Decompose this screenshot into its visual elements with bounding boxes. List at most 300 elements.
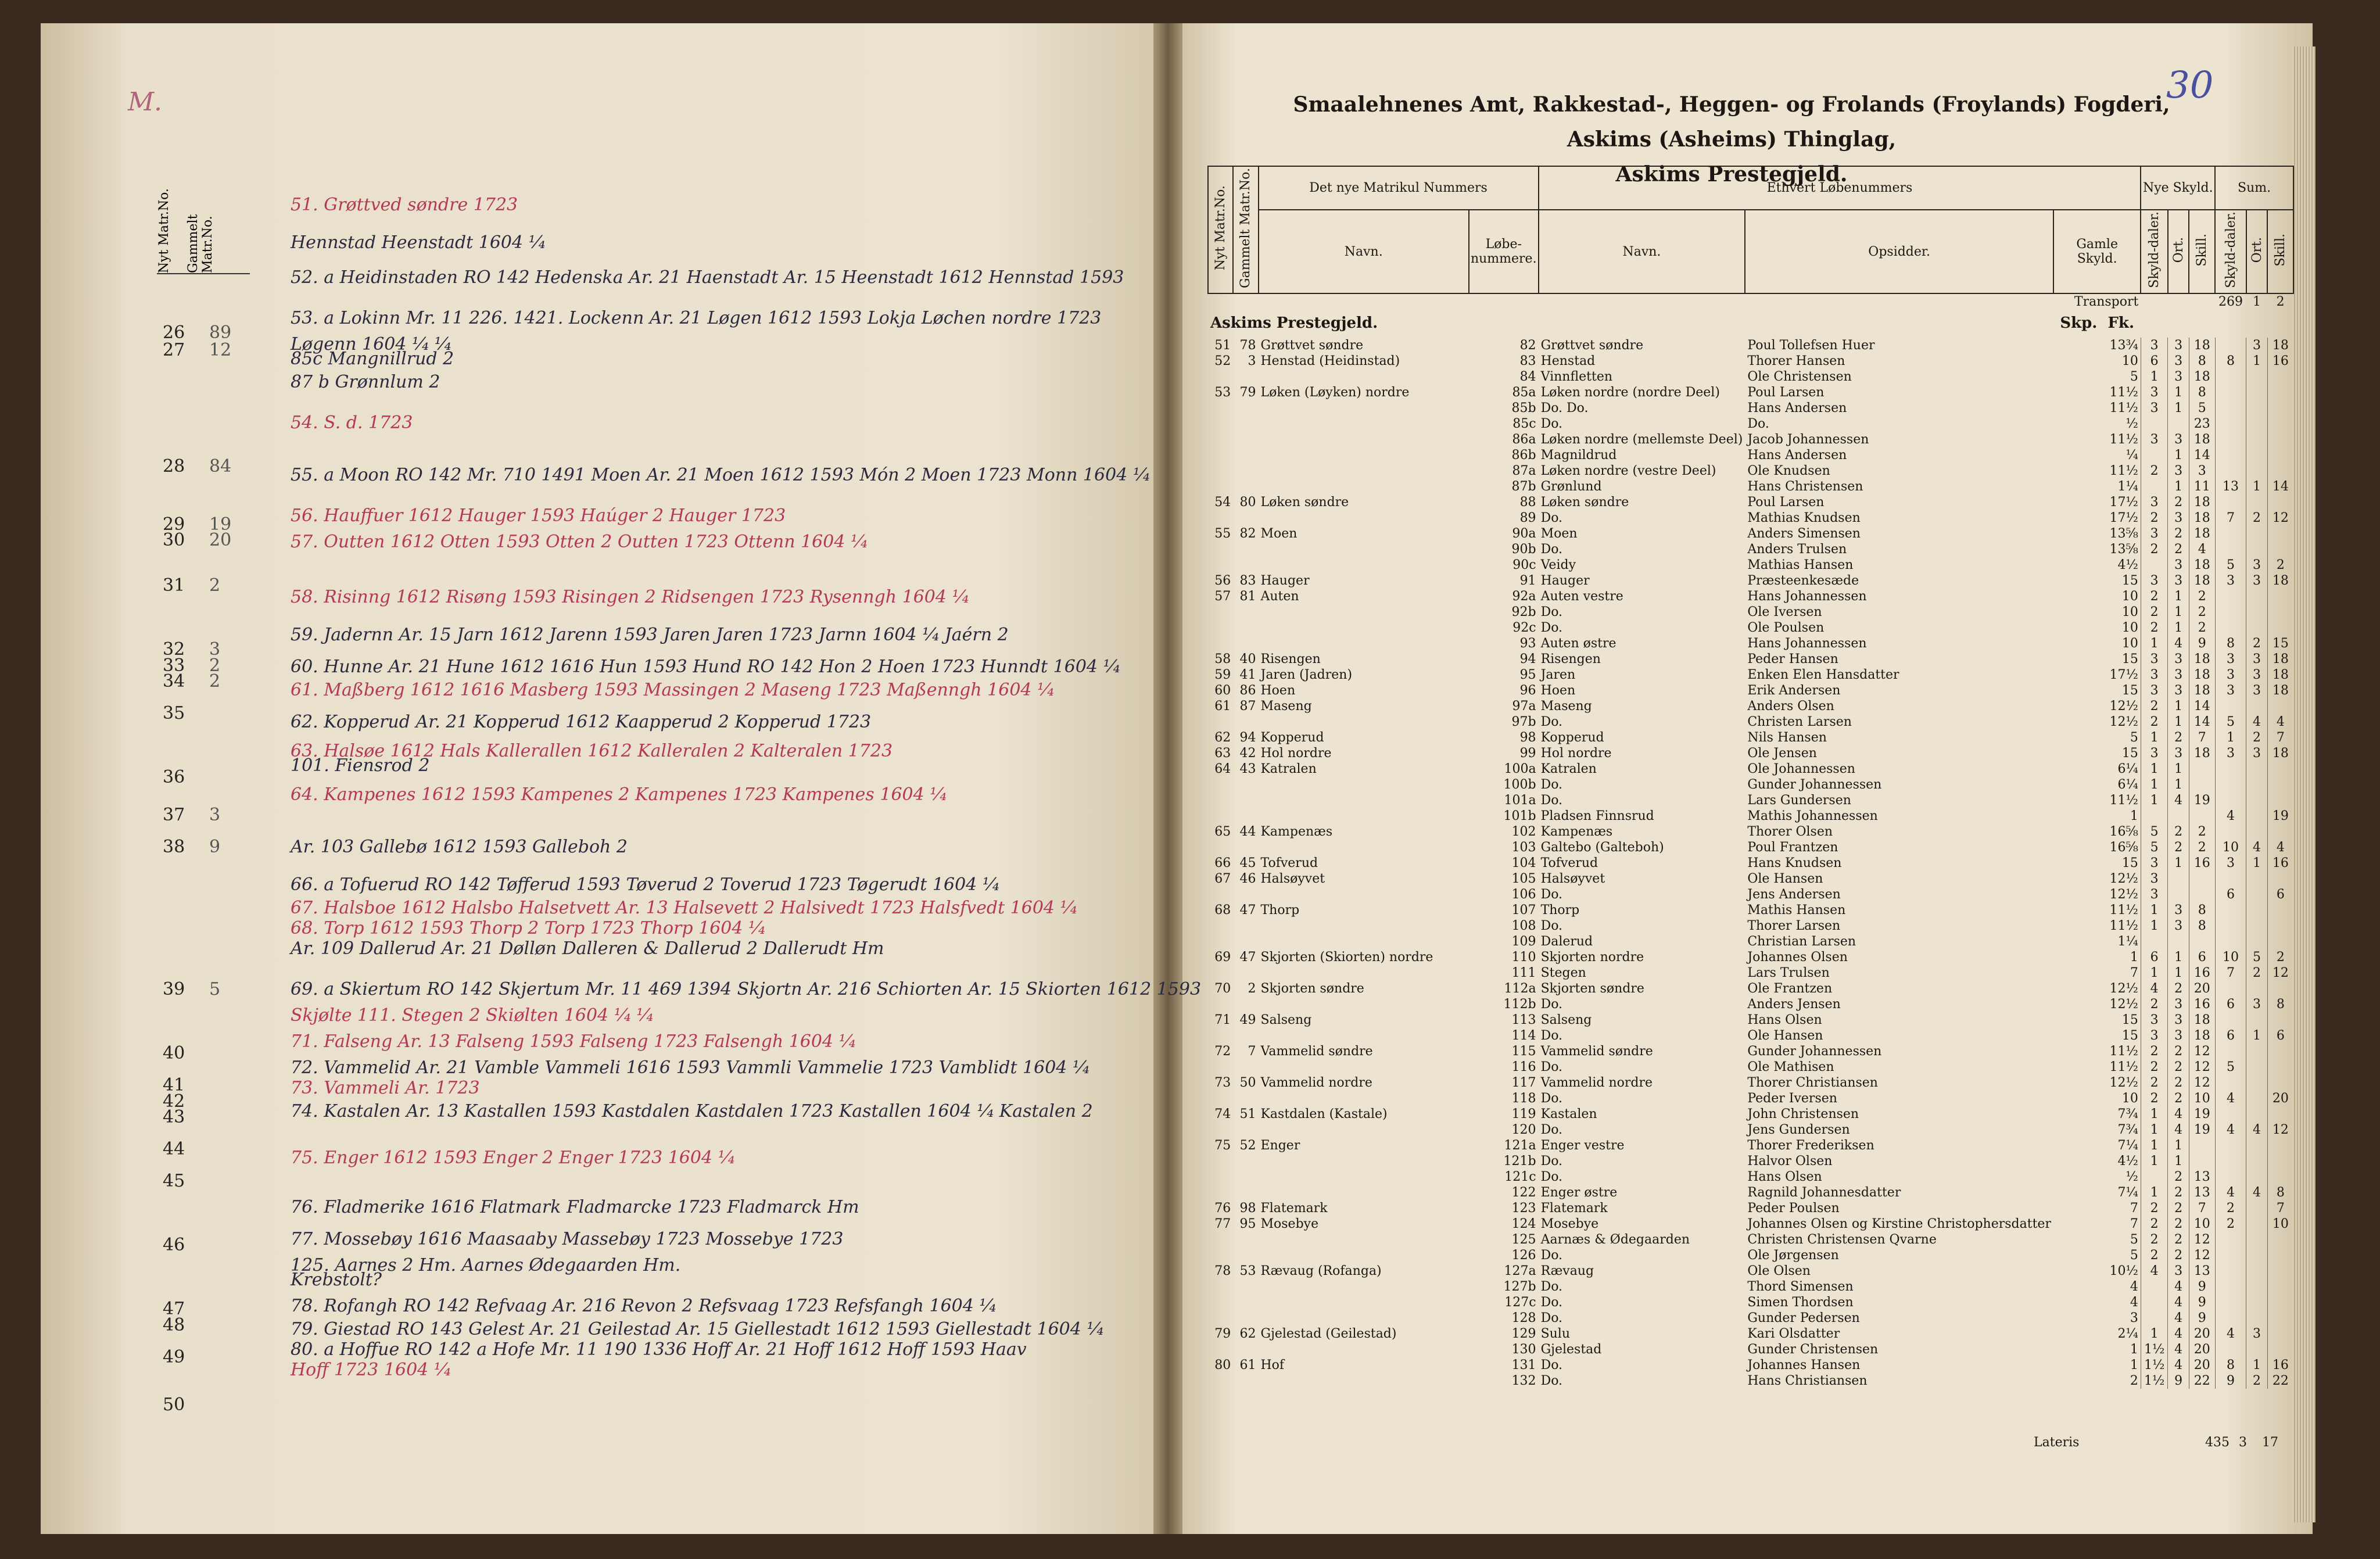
register-cell: 6 — [2267, 887, 2293, 902]
register-cell — [1208, 479, 1233, 494]
register-cell: Kastalen — [1540, 1106, 1597, 1121]
register-cell: 2 — [2141, 997, 2168, 1012]
left-row-old-number: 2 — [209, 575, 221, 596]
transport-label: Transport — [2074, 294, 2139, 309]
register-cell — [1208, 965, 1233, 981]
register-cell — [1233, 1059, 1258, 1075]
register-cell — [2215, 981, 2246, 997]
left-row-old-number: 19 — [209, 514, 232, 535]
register-cell: Grøttvet søndre — [1260, 338, 1364, 353]
register-cell: 20 — [2189, 981, 2215, 997]
register-cell — [2246, 1091, 2267, 1106]
register-cell: Mathias Hansen — [1747, 557, 1854, 572]
register-cell — [2246, 463, 2267, 479]
register-cell: 19 — [2267, 808, 2293, 824]
register-cell: 17½ — [2109, 667, 2138, 682]
register-cell: 1½ — [2141, 1342, 2168, 1357]
lateris-skill: 17 — [2262, 1435, 2278, 1450]
register-cell: 9 — [2168, 1373, 2189, 1389]
title-line-2: Askims Prestegjeld. — [1615, 162, 1848, 187]
register-cell: 1 — [2141, 777, 2168, 793]
register-cell — [2215, 1295, 2246, 1310]
register-cell: 78 — [1214, 1263, 1231, 1278]
handwritten-note: 66. a Tofuerud RO 142 Tøfferud 1593 Tøverud 2 Toverud 1723 Tøgerudt 1604 ⅟₄ — [291, 875, 999, 895]
register-cell: 18 — [2267, 683, 2293, 698]
col-header-gamle: Gamle Skyld. — [2053, 210, 2141, 293]
register-cell — [1259, 1059, 1469, 1075]
lateris-daler: 435 — [2205, 1435, 2230, 1450]
register-cell: 6 — [2215, 1028, 2246, 1044]
register-cell — [2215, 934, 2246, 949]
register-cell — [2267, 981, 2293, 997]
register-cell: Tofverud — [1260, 855, 1318, 870]
register-cell: 89 — [1519, 510, 1536, 525]
register-cell: 3 — [2141, 338, 2168, 353]
register-cell: 1 — [2141, 1153, 2168, 1169]
register-cell: 18 — [2189, 1012, 2215, 1028]
register-row — [1208, 824, 2293, 840]
register-cell: 1 — [2168, 589, 2189, 604]
register-cell: Galtebo (Galteboh) — [1540, 840, 1664, 855]
register-cell — [1208, 1169, 1233, 1185]
register-cell — [2246, 1216, 2267, 1232]
register-row — [1208, 400, 2293, 416]
register-cell — [2246, 1342, 2267, 1357]
register-cell: 3 — [2168, 369, 2189, 385]
register-cell — [1233, 542, 1258, 557]
register-row — [1208, 1216, 2293, 1232]
register-cell — [2246, 902, 2267, 918]
register-cell: 50 — [1239, 1075, 1256, 1090]
register-cell: 3 — [2246, 1326, 2267, 1342]
register-cell — [2215, 338, 2246, 353]
register-cell: Do. — [1540, 604, 1563, 619]
register-cell — [1259, 1122, 1469, 1138]
register-cell: 4 — [2130, 1295, 2138, 1310]
handwritten-note: 87 b Grønnlum 2 — [291, 372, 440, 392]
register-cell — [2215, 432, 2246, 447]
register-cell — [1233, 510, 1258, 526]
register-cell: 16 — [2189, 855, 2215, 871]
handwritten-note: 71. Falseng Ar. 13 Falseng 1593 Falseng 1723 Falsengh 1604 ⅟₄ — [291, 1031, 856, 1052]
register-row — [1208, 369, 2293, 385]
register-cell: Jaren (Jadren) — [1260, 667, 1353, 682]
register-cell: Do. — [1540, 1295, 1563, 1310]
register-cell: 1 — [2130, 1342, 2138, 1357]
register-cell — [2267, 542, 2293, 557]
register-cell: 92c — [1512, 620, 1536, 635]
register-row — [1208, 620, 2293, 636]
register-cell — [1233, 714, 1258, 730]
register-cell: 2 — [1248, 981, 1256, 996]
left-row-number: 49 — [163, 1347, 185, 1367]
register-cell: 2 — [2141, 542, 2168, 557]
register-cell: Anders Trulsen — [1747, 542, 1847, 557]
register-cell: Løken nordre (nordre Deel) — [1540, 385, 1720, 400]
register-cell: 1 — [2141, 369, 2168, 385]
register-cell: 65 — [1214, 824, 1231, 839]
register-cell: Do. — [1540, 510, 1563, 525]
title-line-1: Smaalehnenes Amt, Rakkestad-, Heggen- og Frolands (Froylands) Fogderi, Askims (Asheims) Thinglag, — [1293, 92, 2170, 152]
register-row — [1208, 840, 2293, 855]
register-cell: 4 — [2141, 1263, 2168, 1279]
register-cell: 126 — [1511, 1248, 1536, 1263]
register-cell — [1233, 604, 1258, 620]
handwritten-note: 51. Grøttved søndre 1723 — [291, 195, 518, 215]
register-cell: 47 — [1239, 949, 1256, 965]
register-cell — [1208, 714, 1233, 730]
col-header-lobe: Løbe-nummere. — [1469, 210, 1539, 293]
register-row — [1208, 793, 2293, 808]
register-cell — [2246, 447, 2267, 463]
register-cell: Ole Mathisen — [1747, 1059, 1834, 1074]
register-cell — [2246, 1075, 2267, 1091]
register-cell — [2215, 1044, 2246, 1059]
register-cell: 2 — [2168, 526, 2189, 542]
register-cell: 18 — [2267, 667, 2293, 683]
register-row — [1208, 1279, 2293, 1295]
register-cell: Poul Larsen — [1747, 385, 1825, 400]
register-cell: 12 — [2267, 1122, 2293, 1138]
left-row-old-number: 5 — [209, 979, 221, 999]
register-cell — [1233, 416, 1258, 432]
register-cell — [1259, 808, 1469, 824]
register-cell: 4½ — [2117, 557, 2138, 572]
register-cell — [2267, 494, 2293, 510]
handwritten-note: 59. Jadernn Ar. 15 Jarn 1612 Jarenn 1593 Jaren Jaren 1723 Jarnn 1604 ⅟₄ Jaérn 2 — [291, 625, 1009, 645]
register-cell — [2246, 1232, 2267, 1248]
register-cell — [2246, 416, 2267, 432]
register-row — [1208, 1248, 2293, 1263]
register-cell: 4 — [2215, 1091, 2246, 1106]
left-col-header-new: Nyt Matr.No. — [157, 188, 171, 273]
register-cell: Stegen — [1540, 965, 1586, 980]
register-cell: Halsøyvet — [1540, 871, 1605, 886]
register-cell: 61 — [1214, 698, 1231, 714]
register-row — [1208, 1295, 2293, 1310]
register-cell: Ole Olsen — [1747, 1263, 1811, 1278]
register-cell: 3 — [2141, 887, 2168, 902]
register-cell: 11½ — [2109, 385, 2138, 400]
register-cell: 3 — [2141, 667, 2168, 683]
register-cell: 6 — [2215, 997, 2246, 1012]
register-cell: 121a — [1504, 1138, 1536, 1153]
register-cell: 3 — [2168, 1028, 2189, 1044]
register-cell: 4 — [2215, 808, 2246, 824]
left-row-old-number: 3 — [209, 639, 221, 660]
register-cell: Rævaug — [1540, 1263, 1594, 1278]
register-cell: Moen — [1260, 526, 1297, 541]
register-cell — [2246, 1279, 2267, 1295]
register-cell: 1 — [2168, 604, 2189, 620]
register-cell — [2215, 542, 2246, 557]
register-cell: 67 — [1214, 871, 1231, 886]
register-cell — [1233, 1373, 1258, 1389]
register-cell: 3 — [2215, 746, 2246, 761]
register-cell — [2215, 793, 2246, 808]
register-cell — [1259, 463, 1469, 479]
handwritten-note: 125. Aarnes 2 Hm. Aarnes Ødegaarden Hm. — [291, 1255, 681, 1275]
handwritten-note: 74. Kastalen Ar. 13 Kastallen 1593 Kastdalen Kastdalen 1723 Kastallen 1604 ⅟₄ Kastalen 2 — [291, 1101, 1093, 1121]
register-cell — [2246, 1263, 2267, 1279]
register-cell — [2215, 1153, 2246, 1169]
register-cell — [1233, 1028, 1258, 1044]
register-cell: 3 — [2168, 557, 2189, 573]
register-cell: 3 — [2215, 573, 2246, 589]
register-cell — [1233, 447, 1258, 463]
lateris-label: Lateris — [2034, 1435, 2080, 1450]
register-cell — [1208, 1122, 1233, 1138]
register-cell: 18 — [2189, 510, 2215, 526]
register-cell: Halsøyvet — [1260, 871, 1325, 886]
register-cell: 75 — [1214, 1138, 1231, 1153]
register-row — [1208, 1185, 2293, 1200]
register-cell — [2246, 369, 2267, 385]
register-cell: Johannes Olsen — [1747, 949, 1848, 965]
register-row — [1208, 761, 2293, 777]
register-cell: Do. — [1540, 997, 1563, 1012]
register-cell: 125 — [1511, 1232, 1536, 1247]
register-cell: 5 — [2141, 824, 2168, 840]
register-cell: 1 — [2246, 1357, 2267, 1373]
left-row-number: 45 — [163, 1171, 185, 1191]
register-cell — [2215, 824, 2246, 840]
register-cell: 18 — [2189, 651, 2215, 667]
col-header-nye-daler: Skyld-daler. — [2141, 210, 2168, 293]
register-cell: 12½ — [2109, 714, 2138, 729]
register-cell: Grøttvet søndre — [1540, 338, 1644, 353]
register-cell: John Christensen — [1747, 1106, 1859, 1121]
register-cell — [2168, 934, 2189, 949]
register-cell: 100a — [1504, 761, 1536, 776]
register-cell: 6¼ — [2117, 761, 2138, 776]
register-cell: 120 — [1511, 1122, 1536, 1137]
register-cell: 69 — [1214, 949, 1231, 965]
register-cell — [2246, 1044, 2267, 1059]
register-cell: 1 — [2141, 918, 2168, 934]
register-cell: 20 — [2189, 1326, 2215, 1342]
register-cell: 9 — [2215, 1373, 2246, 1389]
register-cell: Do. — [1540, 1357, 1563, 1372]
register-cell: Risengen — [1540, 651, 1601, 666]
register-cell: 92a — [1512, 589, 1536, 604]
register-cell — [1259, 840, 1469, 855]
register-cell: Simen Thordsen — [1747, 1295, 1854, 1310]
register-cell: 16 — [2267, 1357, 2293, 1373]
register-cell — [2267, 400, 2293, 416]
section-row — [1208, 310, 2293, 338]
register-cell: 51 — [1214, 338, 1231, 353]
register-cell: Enger — [1260, 1138, 1300, 1153]
register-row — [1208, 698, 2293, 714]
register-row — [1208, 542, 2293, 557]
register-row — [1208, 589, 2293, 604]
register-cell: 2 — [2141, 604, 2168, 620]
register-cell — [2267, 1342, 2293, 1357]
register-cell — [2246, 1248, 2267, 1263]
register-cell: 118 — [1511, 1091, 1536, 1106]
register-cell — [2246, 542, 2267, 557]
left-col-header-old: Gammelt Matr.No. — [186, 214, 215, 273]
register-row — [1208, 1028, 2293, 1044]
register-cell: 121b — [1503, 1153, 1536, 1169]
register-cell — [1208, 1310, 1233, 1326]
register-cell: 11½ — [2109, 1059, 2138, 1074]
register-cell — [2246, 918, 2267, 934]
register-cell: Ole Poulsen — [1747, 620, 1825, 635]
register-cell: 70 — [1214, 981, 1231, 996]
register-row — [1208, 1232, 2293, 1248]
unit-labels: Skp. Fk. — [2060, 314, 2134, 332]
register-row — [1208, 934, 2293, 949]
left-row-number: 44 — [163, 1139, 185, 1159]
register-cell — [1208, 934, 1233, 949]
register-cell: 2 — [2141, 1075, 2168, 1091]
register-cell: Vammelid nordre — [1540, 1075, 1653, 1090]
register-cell: 5 — [2189, 400, 2215, 416]
register-cell — [2267, 1012, 2293, 1028]
register-cell: 98 — [1519, 730, 1536, 745]
register-cell — [2246, 1059, 2267, 1075]
register-cell: 12½ — [2109, 1075, 2138, 1090]
register-cell: Løken søndre — [1260, 494, 1349, 510]
register-cell — [1259, 636, 1469, 651]
register-cell: 10 — [2189, 1216, 2215, 1232]
register-cell: 3 — [2141, 871, 2168, 887]
register-cell: 11½ — [2109, 918, 2138, 933]
register-cell: 5 — [2215, 557, 2246, 573]
register-row — [1208, 494, 2293, 510]
left-row-old-number: 20 — [209, 530, 232, 550]
register-cell: Thorer Hansen — [1747, 353, 1845, 368]
register-cell: 2 — [2267, 557, 2293, 573]
register-cell — [2168, 416, 2189, 432]
register-cell: 93 — [1519, 636, 1536, 651]
register-row — [1208, 573, 2293, 589]
register-cell — [1259, 620, 1469, 636]
handwritten-note: 79. Giestad RO 143 Gelest Ar. 21 Geilestad Ar. 15 Giellestadt 1612 1593 Giellestadt 1604 ⅟₄ — [291, 1319, 1104, 1339]
register-cell: 9 — [2189, 1310, 2215, 1326]
register-cell: 6 — [2215, 887, 2246, 902]
handwritten-note: 54. S. d. 1723 — [291, 413, 413, 433]
register-row — [1208, 1044, 2293, 1059]
register-cell: Hans Olsen — [1747, 1169, 1822, 1184]
register-cell: 107 — [1511, 902, 1536, 918]
register-cell — [1233, 620, 1258, 636]
register-cell: 11½ — [2109, 1044, 2138, 1059]
register-cell — [2141, 557, 2168, 573]
register-cell: 18 — [2189, 1028, 2215, 1044]
register-cell: Do. — [1540, 1279, 1563, 1294]
register-cell: 4 — [2215, 1185, 2246, 1200]
register-cell: Løken (Løyken) nordre — [1260, 385, 1410, 400]
register-cell — [1233, 463, 1258, 479]
register-cell: 2 — [2246, 636, 2267, 651]
register-cell — [2215, 1012, 2246, 1028]
register-cell: 3 — [2215, 683, 2246, 698]
register-cell: 3 — [2168, 902, 2189, 918]
register-cell: 7 — [1248, 1044, 1256, 1059]
handwritten-note: 75. Enger 1612 1593 Enger 2 Enger 1723 1604 ⅟₄ — [291, 1148, 735, 1168]
left-row-number: 27 — [163, 340, 185, 360]
register-cell: 13 — [2189, 1185, 2215, 1200]
register-cell: 61 — [1239, 1357, 1256, 1372]
register-cell — [2189, 777, 2215, 793]
register-cell: Do. — [1540, 1059, 1563, 1074]
register-cell — [1233, 840, 1258, 855]
register-cell — [2246, 494, 2267, 510]
register-cell: Johannes Olsen og Kirstine Christophersdatter — [1747, 1216, 2051, 1231]
register-cell: 4 — [2130, 1279, 2138, 1294]
register-cell: 7 — [2267, 1200, 2293, 1216]
register-cell — [1233, 934, 1258, 949]
register-cell — [2267, 416, 2293, 432]
register-row — [1208, 965, 2293, 981]
register-cell: 117 — [1511, 1075, 1536, 1090]
register-cell — [1233, 1342, 1258, 1357]
register-cell — [1208, 1232, 1233, 1248]
register-cell — [1259, 793, 1469, 808]
register-cell: Anders Olsen — [1747, 698, 1834, 714]
register-cell: 16 — [2267, 353, 2293, 369]
register-cell: 18 — [2267, 338, 2293, 353]
register-cell: 2 — [2141, 620, 2168, 636]
register-cell: 4 — [2267, 714, 2293, 730]
register-cell: Pladsen Finnsrud — [1540, 808, 1654, 823]
register-cell — [1259, 1279, 1469, 1295]
register-cell — [2267, 1310, 2293, 1326]
register-cell: 1 — [2130, 949, 2138, 965]
register-cell: 3 — [2141, 683, 2168, 698]
register-cell: 3 — [2168, 463, 2189, 479]
register-table — [1207, 166, 2294, 1389]
register-cell: 100b — [1503, 777, 1536, 792]
register-cell: 10 — [2121, 353, 2138, 368]
register-cell: 5 — [2130, 369, 2138, 384]
lateris-ort: 3 — [2239, 1435, 2247, 1450]
register-cell: 1 — [2141, 730, 2168, 746]
register-cell: 115 — [1511, 1044, 1536, 1059]
register-cell — [1259, 1342, 1469, 1357]
register-cell: 73 — [1214, 1075, 1231, 1090]
register-cell — [1259, 997, 1469, 1012]
register-cell: 8 — [2215, 1357, 2246, 1373]
register-cell: Vammelid søndre — [1260, 1044, 1373, 1059]
register-cell: 40 — [1239, 651, 1256, 666]
register-cell: 12½ — [2109, 698, 2138, 714]
register-cell: 1 — [2141, 1326, 2168, 1342]
register-cell: 14 — [2189, 714, 2215, 730]
register-cell: 49 — [1239, 1012, 1256, 1027]
register-cell — [1208, 997, 1233, 1012]
register-cell — [1208, 557, 1233, 573]
register-cell: 1 — [2130, 1357, 2138, 1372]
register-cell: Skjorten nordre — [1540, 949, 1644, 965]
register-cell: Veidy — [1540, 557, 1576, 572]
register-cell: 132 — [1511, 1373, 1536, 1388]
register-cell: Do. — [1540, 1153, 1563, 1169]
register-cell: 3 — [2215, 651, 2246, 667]
left-row-old-number: 2 — [209, 671, 221, 691]
register-cell: 4 — [2168, 1342, 2189, 1357]
register-cell — [2267, 589, 2293, 604]
register-cell: 1 — [2168, 698, 2189, 714]
register-cell: 3 — [2215, 855, 2246, 871]
register-cell: 4½ — [2117, 1153, 2138, 1169]
register-cell: Thorer Frederiksen — [1747, 1138, 1874, 1153]
register-cell: Enger østre — [1540, 1185, 1618, 1200]
register-cell — [1208, 510, 1233, 526]
